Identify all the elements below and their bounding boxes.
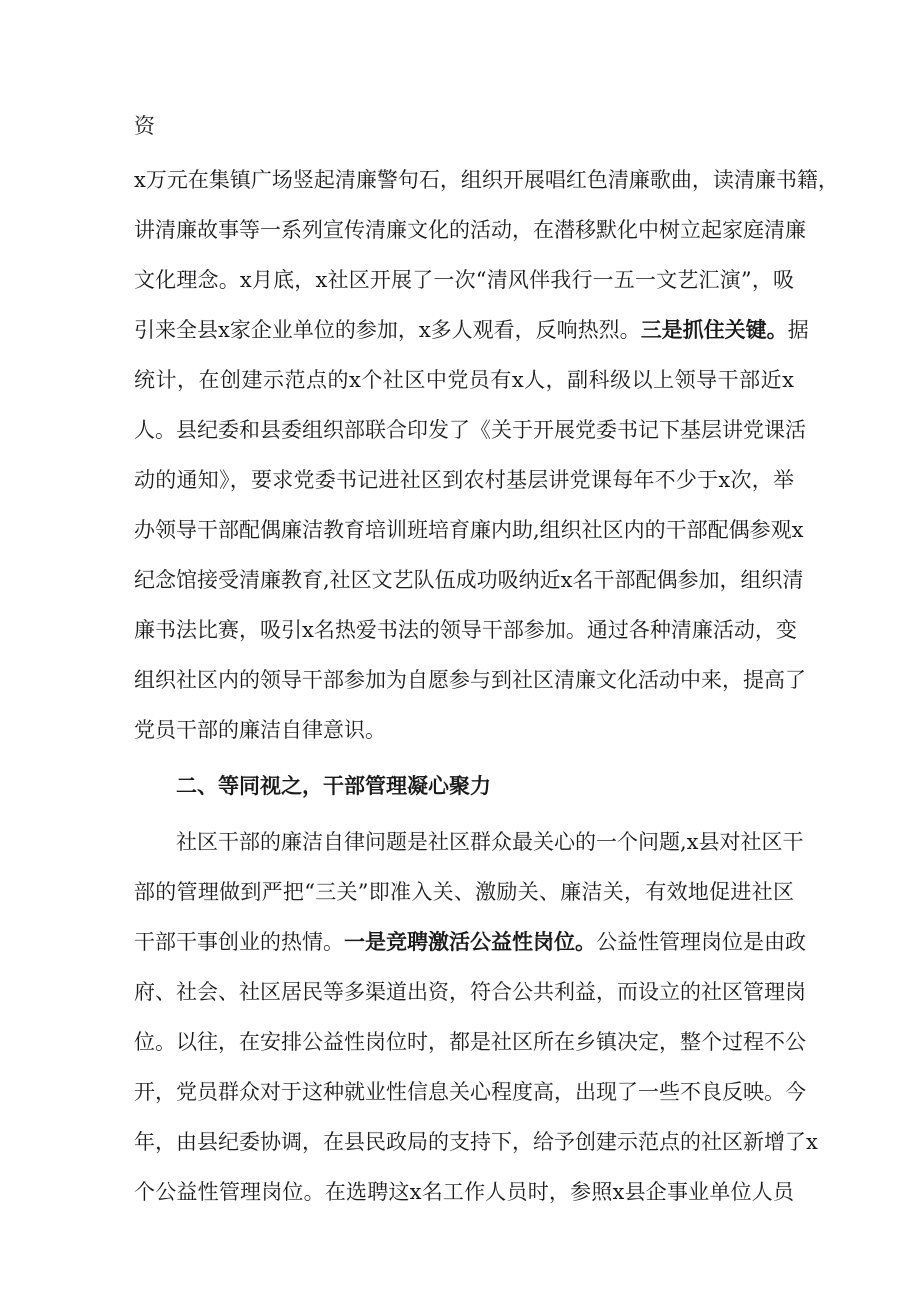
paragraph-line (134, 308, 809, 352)
paragraph-line: 讲清廉故事等一系列宣传清廉文化的活动，在潜移默化中树立起家庭清廉 (134, 218, 806, 242)
paragraph-line: 文化理念。x月底，x社区开展了一次“清风伴我行一五一文艺汇演”，吸 (134, 268, 794, 292)
paragraph-line: 动的通知》，要求党委书记进社区到农村基层讲党课每年不少于x次，举 (134, 468, 794, 492)
paragraph-line: 位。以往，在安排公益性岗位时，都是社区所在乡镇决定，整个过程不公 (134, 1030, 806, 1054)
paragraph-text: 干部干事创业的热情。 (134, 930, 344, 954)
paragraph-line: 人。县纪委和县委组织部联合印发了《关于开展党委书记下基层讲党课活 (134, 418, 806, 442)
paragraph-line: 个公益性管理岗位。在选聘这x名工作人员时，参照x县企事业单位人员 (134, 1180, 794, 1204)
paragraph-line: 组织社区内的领导干部参加为自愿参与到社区清廉文化活动中来，提高了 (134, 668, 806, 692)
paragraph-line: x万元在集镇广场竖起清廉警句石，组织开展唱红色清廉歌曲，读清廉书籍， (134, 168, 839, 192)
paragraph-line: 府、社会、社区居民等多渠道出资，符合公共利益，而设立的社区管理岗 (134, 980, 806, 1004)
paragraph-line: 统计，在创建示范点的x个社区中党员有x人，副科级以上领导干部近x (134, 368, 794, 392)
paragraph-line: 纪念馆接受清廉教育,社区文艺队伍成功吸纳近x名干部配偶参加，组织清 (134, 568, 804, 592)
paragraph-line: 社区干部的廉洁自律问题是社区群众最关心的一个问题,x县对社区干 (176, 830, 804, 854)
paragraph-line: 党员干部的廉洁自律意识。 (134, 718, 386, 742)
bold-lead-phrase: 一是竞聘激活公益性岗位。 (344, 929, 596, 954)
paragraph-line: 廉书法比赛，吸引x名热爱书法的领导干部参加。通过各种清廉活动，变 (134, 618, 797, 642)
paragraph-line: 部的管理做到严把“三关”即准入关、激励关、廉洁关，有效地促进社区 (134, 880, 794, 904)
paragraph-text: 据 (787, 318, 809, 342)
paragraph-text: 公益性管理岗位是由政 (596, 930, 806, 954)
paragraph-line: 资 (134, 114, 155, 138)
paragraph-line: 办领导干部配偶廉洁教育培训班培育廉内助,组织社区内的干部配偶参观x (134, 518, 804, 542)
section-heading: 二、等同视之，干部管理凝心聚力 (176, 773, 491, 798)
paragraph-line: 开，党员群众对于这种就业性信息关心程度高，出现了一些不良反映。今 (134, 1080, 806, 1104)
paragraph-line (134, 920, 806, 964)
paragraph-line: 年，由县纪委协调，在县民政局的支持下，给予创建示范点的社区新增了x (134, 1130, 818, 1154)
bold-lead-phrase: 三是抓住关键。 (640, 317, 788, 342)
paragraph-text: 引来全县x家企业单位的参加，x多人观看，反响热烈。 (134, 318, 641, 342)
